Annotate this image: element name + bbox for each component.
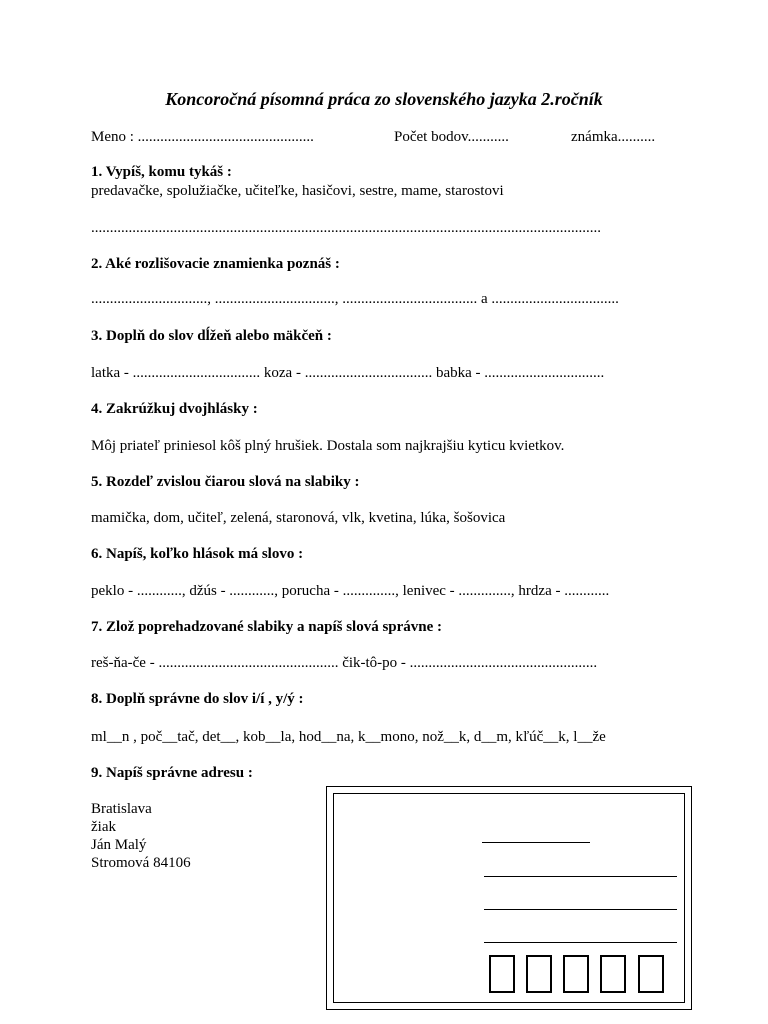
postal-code-box[interactable] <box>526 955 552 993</box>
envelope-line-extra[interactable] <box>484 942 677 943</box>
question-9-title: 9. Napíš správne adresu : <box>91 765 253 781</box>
envelope-line-city[interactable] <box>484 909 677 910</box>
address-line: žiak <box>91 819 116 835</box>
question-4-text[interactable]: Môj priateľ priniesol kôš plný hrušiek. Dostala som najkrajšiu kyticu kvietkov. <box>91 438 565 454</box>
postal-code-box[interactable] <box>563 955 589 993</box>
address-line: Bratislava <box>91 801 152 817</box>
postal-code-box[interactable] <box>600 955 626 993</box>
question-4-title: 4. Zakrúžkuj dvojhlásky : <box>91 401 258 417</box>
name-field[interactable]: Meno : ............................................... <box>91 129 314 145</box>
grade-field[interactable]: známka.......... <box>571 129 656 145</box>
envelope-line-name[interactable] <box>482 842 590 843</box>
question-6-title: 6. Napíš, koľko hlások má slovo : <box>91 546 304 562</box>
question-2-title: 2. Aké rozlišovacie znamienka poznáš : <box>91 256 340 272</box>
page-title: Koncoročná písomná práca zo slovenského jazyka 2.ročník <box>165 89 603 109</box>
question-2-answer-line[interactable]: ..............................., ................................, .................................... a .................................. <box>91 291 619 307</box>
question-5-title: 5. Rozdeľ zvislou čiarou slová na slabiky : <box>91 474 360 490</box>
question-6-answer-line[interactable]: peklo - ............, džús - ............, porucha - .............., lenivec - .............., hrdza - ............ <box>91 583 610 599</box>
points-field[interactable]: Počet bodov........... <box>394 129 509 145</box>
question-8-title: 8. Doplň správne do slov i/í , y/ý : <box>91 691 304 707</box>
question-8-answer-line[interactable]: ml__n , poč__tač, det__, kob__la, hod__na, k__mono, nož__k, d__m, kľúč__k, l__že <box>91 729 606 745</box>
postal-code-box[interactable] <box>489 955 515 993</box>
question-1-answer-line[interactable]: ........................................................................................................................................ <box>91 220 601 236</box>
envelope-line-street[interactable] <box>484 876 677 877</box>
question-3-answer-line[interactable]: latka - .................................. koza - .................................. babka - ................................ <box>91 365 605 381</box>
address-line: Stromová 84106 <box>91 855 191 871</box>
question-1-title: 1. Vypíš, komu tykáš : <box>91 164 232 180</box>
question-1-text: predavačke, spolužiačke, učiteľke, hasičovi, sestre, mame, starostovi <box>91 183 504 199</box>
question-3-title: 3. Doplň do slov dĺžeň alebo mäkčeň : <box>91 328 332 344</box>
postal-code-box[interactable] <box>638 955 664 993</box>
question-5-text[interactable]: mamička, dom, učiteľ, zelená, staronová, vlk, kvetina, lúka, šošovica <box>91 510 506 526</box>
question-7-answer-line[interactable]: reš-ňa-če - ................................................ čik-tô-po - .................................................. <box>91 655 598 671</box>
address-line: Ján Malý <box>91 837 147 853</box>
question-7-title: 7. Zlož poprehadzované slabiky a napíš slová správne : <box>91 619 443 635</box>
address-source <box>91 800 191 872</box>
